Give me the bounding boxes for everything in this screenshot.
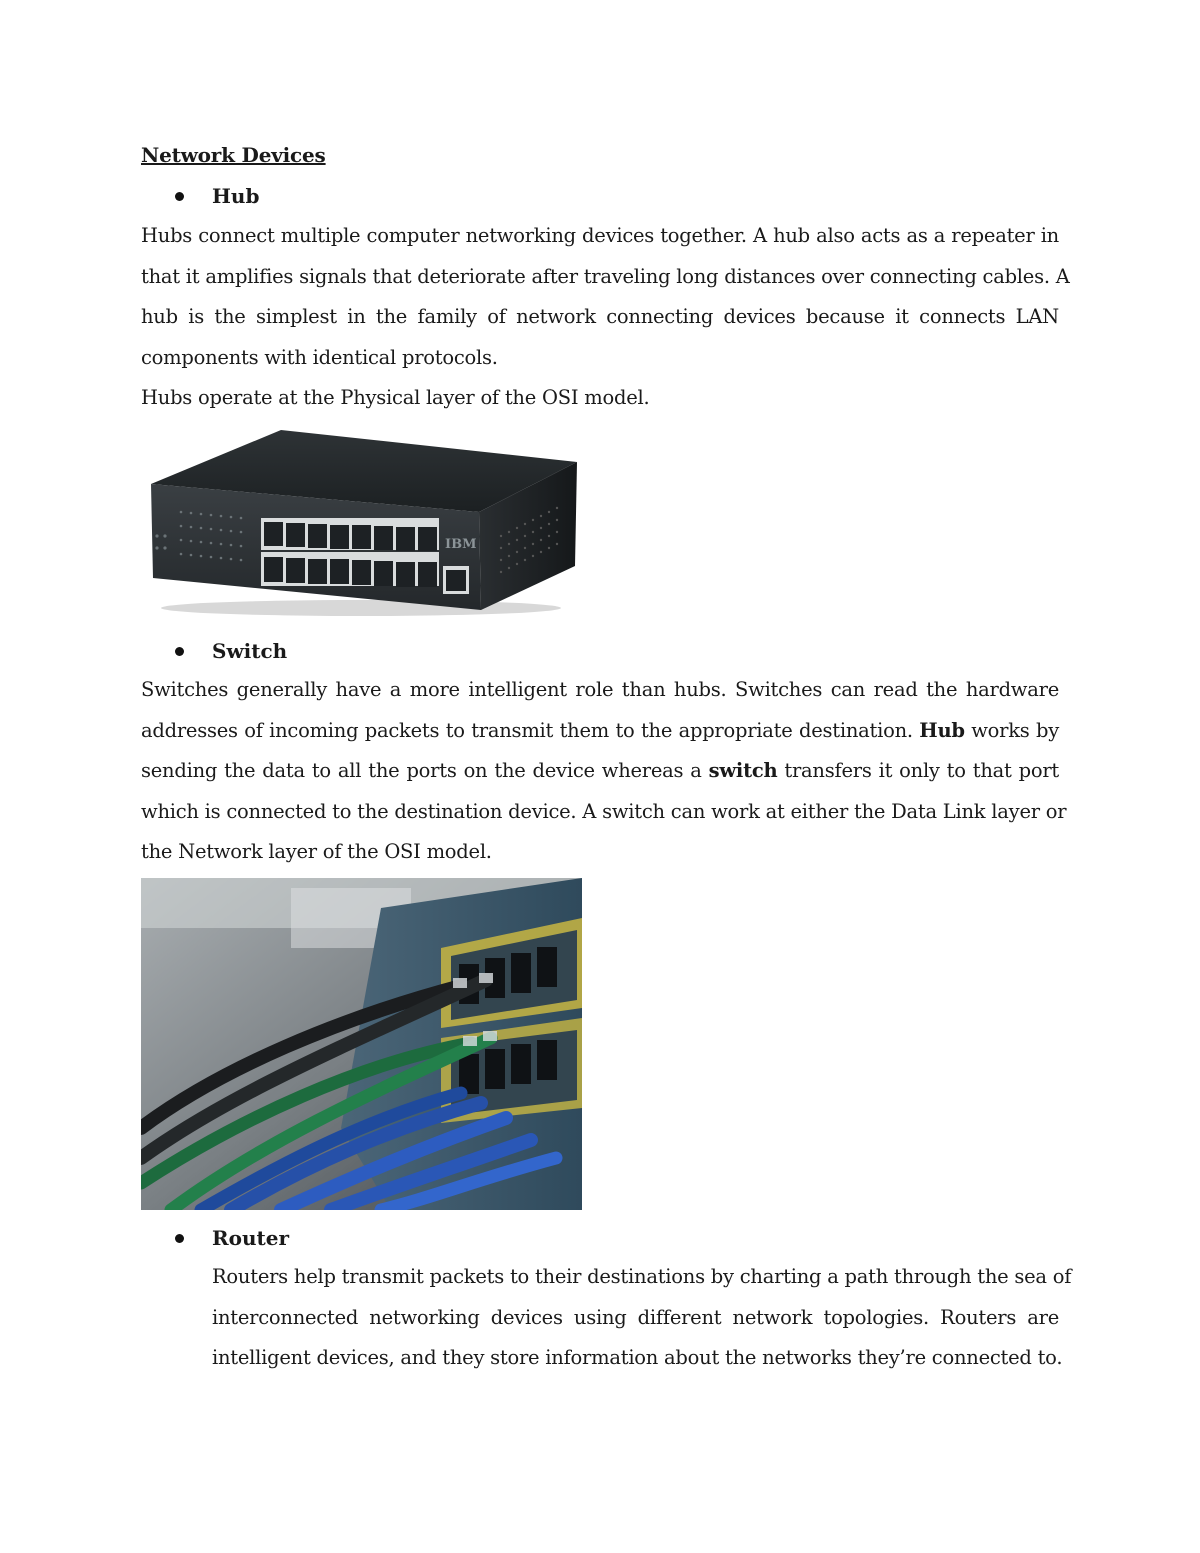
ibm-logo: IBM xyxy=(445,537,477,552)
hub-para-line: Hubs connect multiple computer networking devices together. A hub also acts as a repeater in xyxy=(141,224,1059,247)
hub-osi-note: Hubs operate at the Physical layer of the OSI model. xyxy=(141,386,650,410)
hub-para-line: hub is the simplest in the family of network connecting devices because it connects LAN xyxy=(141,305,1059,329)
switch-heading: Switch xyxy=(212,639,288,663)
switch-para-line: Switches generally have a more intelligent role than hubs. Switches can read the hardware xyxy=(141,678,1059,701)
bullet-hub xyxy=(175,181,259,211)
switch-para-line xyxy=(141,751,1059,792)
router-para-line: interconnected networking devices using different network topologies. Routers are xyxy=(212,1305,1059,1329)
switch-para-line: which is connected to the destination device. A switch can work at either the Data Link layer or xyxy=(141,799,1067,823)
router-heading: Router xyxy=(212,1226,290,1250)
switch-para-line: the Network layer of the OSI model. xyxy=(141,840,492,864)
text-run: sending the data to all the ports on the device whereas a xyxy=(141,759,709,783)
hub-device-image xyxy=(141,426,581,618)
hub-para-line: that it amplifies signals that deteriorate after traveling long distances over connecting cables. A xyxy=(141,264,1070,288)
ethernet-ports xyxy=(261,518,469,594)
router-para-line: intelligent devices, and they store information about the networks they’re connected to. xyxy=(212,1346,1063,1370)
bullet-dot-icon xyxy=(175,1234,184,1243)
switch-para-line xyxy=(141,711,1059,752)
bullet-router xyxy=(175,1223,289,1253)
bullet-switch xyxy=(175,636,287,666)
bullet-dot-icon xyxy=(175,192,184,201)
bold-term-hub: Hub xyxy=(919,718,965,742)
hub-heading: Hub xyxy=(212,184,260,208)
text-run: works by xyxy=(964,718,1059,742)
text-run: transfers it only to that port xyxy=(777,759,1059,783)
bold-term-switch: switch xyxy=(708,759,778,783)
hub-para-line: components with identical protocols. xyxy=(141,345,498,369)
router-paragraph xyxy=(212,1257,1072,1379)
switch-paragraph xyxy=(141,670,1067,873)
bullet-dot-icon xyxy=(175,647,184,656)
hub-paragraph xyxy=(141,216,1070,419)
router-para-line: Routers help transmit packets to their destinations by charting a path through the sea of xyxy=(212,1265,1072,1288)
text-run: addresses of incoming packets to transmit them to the appropriate destination. xyxy=(141,718,920,742)
page-title: Network Devices xyxy=(141,143,326,167)
switch-cables-photo xyxy=(141,878,582,1210)
